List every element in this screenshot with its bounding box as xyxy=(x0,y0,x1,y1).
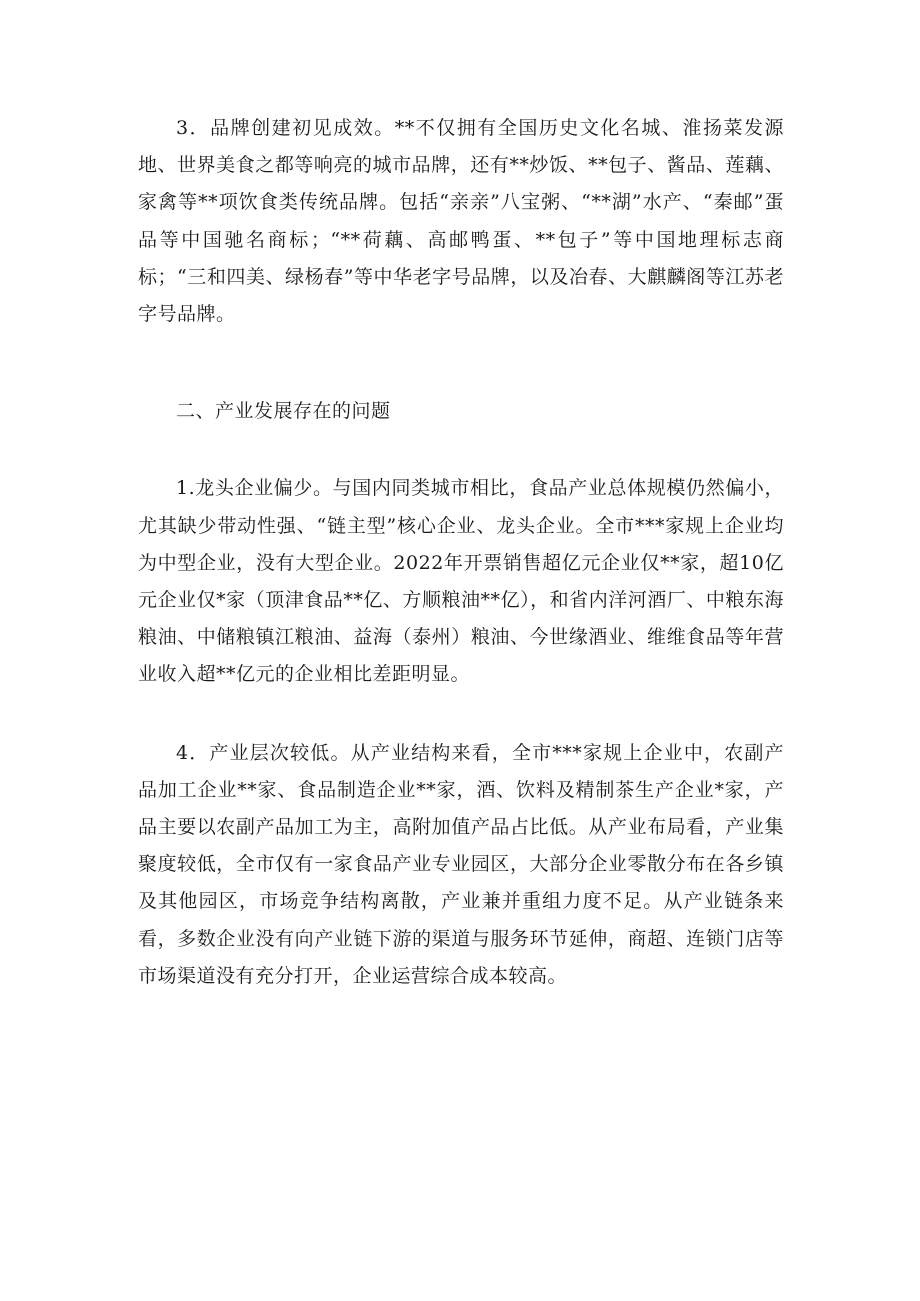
paragraph-industry-level: 4．产业层次较低。从产业结构来看，全市***家规上企业中，农副产品加工企业**家、食品制造企业**家，酒、饮料及精制茶生产企业*家，产品主要以农副产品加工为主，高附加值产品占比低。从产业布局看，产业集聚度较低，全市仅有一家食品产业专业园区，大部分企业零散分布在各乡镇及其他园区，市场竞争结构离散，产业兼并重组力度不足。从产业链条来看，多数企业没有向产业链下游的渠道与服务环节延伸，商超、连锁门店等市场渠道没有充分打开，企业运营综合成本较高。 xyxy=(138,741,784,987)
section-heading-industry-problems: 二、产业发展存在的问题 xyxy=(176,400,391,423)
document-page xyxy=(138,110,784,995)
paragraph-brand-building: 3．品牌创建初见成效。**不仅拥有全国历史文化名城、淮扬菜发源地、世界美食之都等响亮的城市品牌，还有**炒饭、**包子、酱品、莲藕、家禽等**项饮食类传统品牌。包括“亲亲”八宝粥、“**湖”水产、“秦邮”蛋品等中国驰名商标；“**荷藕、高邮鸭蛋、**包子”等中国地理标志商标；“三和四美、绿杨春”等中华老字号品牌，以及冶春、大麒麟阁等江苏老字号品牌。 xyxy=(138,117,784,326)
paragraph-leading-enterprises: 1.龙头企业偏少。与国内同类城市相比，食品产业总体规模仍然偏小，尤其缺少带动性强、“链主型”核心企业、龙头企业。全市***家规上企业均为中型企业，没有大型企业。2022年开票销售超亿元企业仅**家，超10亿元企业仅*家（顶津食品**亿、方顺粮油**亿），和省内洋河酒厂、中粮东海粮油、中储粮镇江粮油、益海（泰州）粮油、今世缘酒业、维维食品等年营业收入超**亿元的企业相比差距明显。 xyxy=(138,477,784,686)
